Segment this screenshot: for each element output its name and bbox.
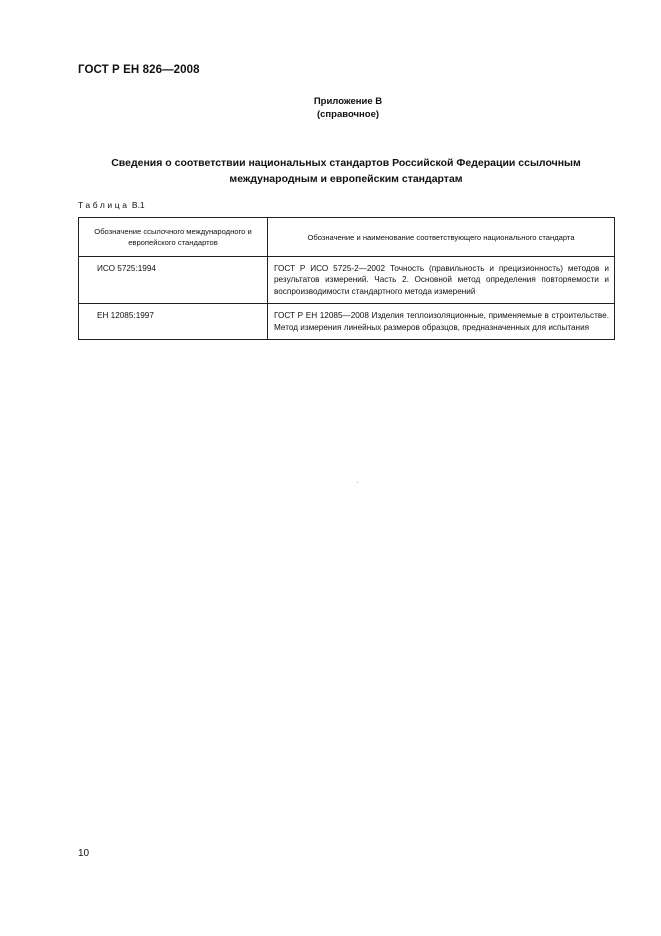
document-header: ГОСТ Р ЕН 826—2008 — [78, 64, 200, 76]
table-caption — [78, 200, 145, 210]
annex-title: Приложение В — [313, 96, 383, 107]
header-international-standard: Обозначение ссылочного международного и европейского стандартов — [79, 218, 268, 257]
table-caption-number: В.1 — [131, 200, 145, 210]
section-title: Сведения о соответствии национальных стандартов Российской Федерации ссылочным международным и европейским стандартам — [111, 157, 581, 185]
table-caption-word: Таблица — [78, 200, 130, 210]
page-number: 10 — [78, 848, 90, 859]
annex-type: (справочное) — [316, 109, 380, 120]
table-row — [79, 304, 615, 340]
scan-speck — [357, 482, 358, 483]
international-standard-cell: ЕН 12085:1997 — [79, 304, 268, 340]
header-national-standard: Обозначение и наименование соответствующего национального стандарта — [268, 218, 615, 257]
reference-table — [78, 217, 615, 340]
table-row — [79, 257, 615, 304]
international-standard-cell: ИСО 5725:1994 — [79, 257, 268, 304]
national-standard-cell: ГОСТ Р ЕН 12085—2008 Изделия теплоизоляционные, применяемые в строительстве. Метод измерения линейных размеров образцов, предназначенных для испытания — [268, 304, 615, 340]
table-header-row — [79, 218, 615, 257]
national-standard-cell: ГОСТ Р ИСО 5725-2—2002 Точность (правильность и прецизионность) методов и результатов измерений. Часть 2. Основной метод определения повторяемости и воспроизводимости стандартного метода измерений — [268, 257, 615, 304]
